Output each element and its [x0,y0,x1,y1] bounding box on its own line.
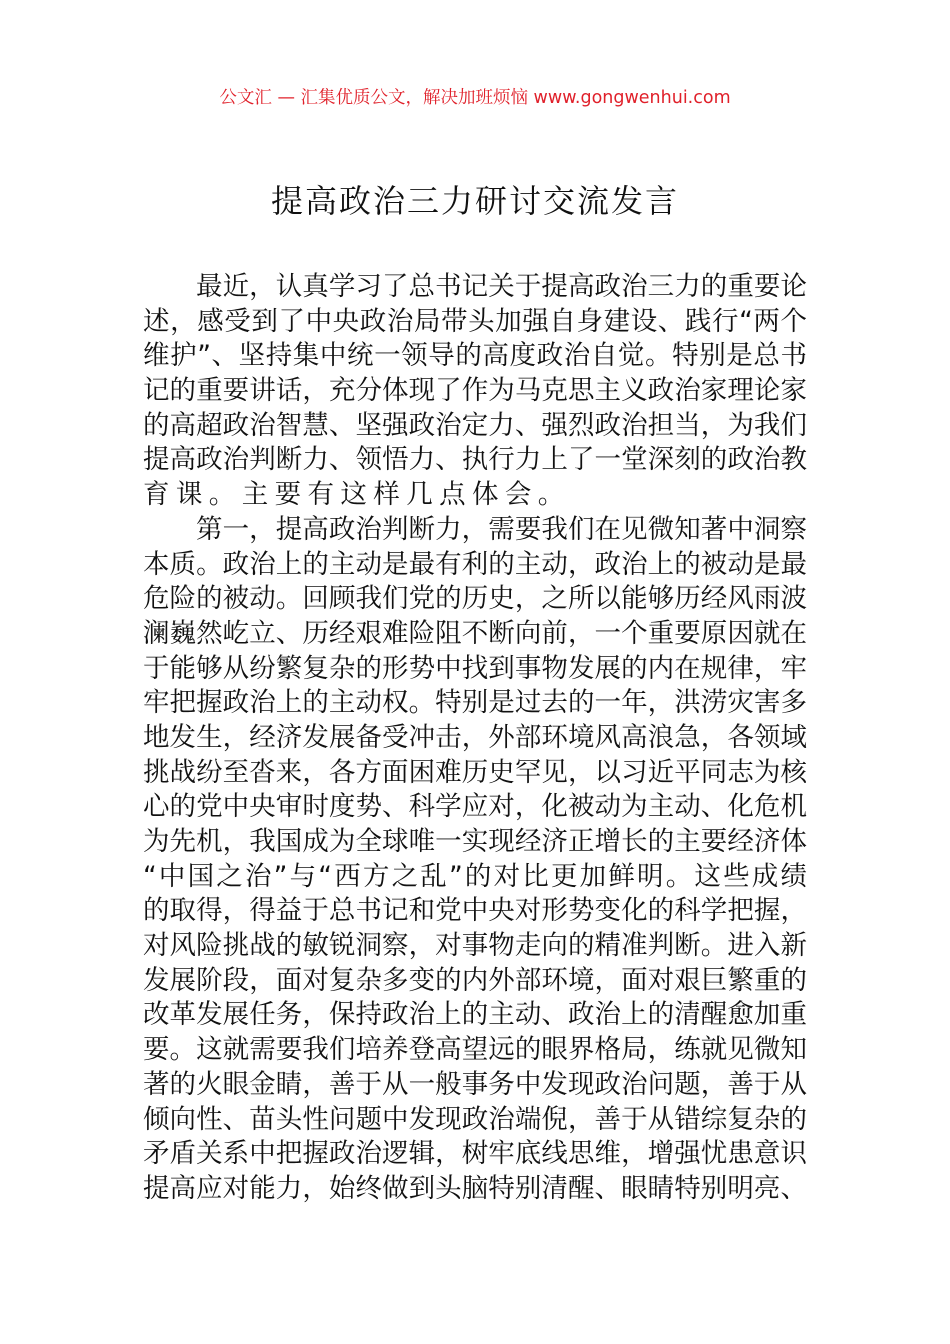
text-line: 述，感受到了中央政治局带头加强自身建设、践行“两个 [143,305,807,337]
text-line: 矛盾关系中把握政治逻辑，树牢底线思维，增强忧患意识 [143,1138,807,1170]
text-line: 危险的被动。回顾我们党的历史，之所以能够历经风雨波 [143,583,807,615]
text-line: 于能够从纷繁复杂的形势中找到事物发展的内在规律，牢 [143,652,807,684]
text-line: 澜巍然屹立、历经艰难险阻不断向前，一个重要原因就在 [143,617,807,649]
text-line: 发展阶段，面对复杂多变的内外部环境，面对艰巨繁重的 [143,964,807,996]
text-line: 为先机，我国成为全球唯一实现经济正增长的主要经济体 [143,826,807,857]
text-line: 本质。政治上的主动是最有利的主动，政治上的被动是最 [143,548,807,580]
text-line: “中国之治”与“西方之乱”的对比更加鲜明。这些成绩 [143,860,807,892]
text-line: 牢把握政治上的主动权。特别是过去的一年，洪涝灾害多 [143,687,807,719]
paragraph-first-point [143,513,807,1207]
text-line: 要。这就需要我们培养登高望远的眼界格局，练就见微知 [143,1034,807,1066]
text-line: 著的火眼金睛，善于从一般事务中发现政治问题，善于从 [143,1068,807,1100]
text-line: 挑战纷至沓来，各方面困难历史罕见，以习近平同志为核 [143,756,807,788]
text-line: 地发生，经济发展备受冲击，外部环境风高浪急，各领域 [143,721,807,753]
text-line: 对风险挑战的敏锐洞察，对事物走向的精准判断。进入新 [143,930,807,962]
site-banner: 公文汇 — 汇集优质公文，解决加班烦恼 www.gongwenhui.com [219,88,731,108]
text-line: 第一，提高政治判断力，需要我们在见微知著中洞察 [196,513,807,545]
text-line: 的取得，得益于总书记和党中央对形势变化的科学把握， [143,895,807,927]
text-line: 的高超政治智慧、坚强政治定力、强烈政治担当，为我们 [143,409,807,441]
text-line: 提高应对能力，始终做到头脑特别清醒、眼睛特别明亮、 [143,1172,807,1204]
text-line: 倾向性、苗头性问题中发现政治端倪，善于从错综复杂的 [143,1103,807,1135]
text-line: 育课。主要有这样几点体会。 [143,479,571,511]
text-line: 维护”、坚持集中统一领导的高度政治自觉。特别是总书 [143,340,807,372]
text-line: 心的党中央审时度势、科学应对，化被动为主动、化危机 [143,791,807,823]
document-body [143,270,807,1207]
paragraph-intro [143,270,807,513]
document-title: 提高政治三力研讨交流发言 [270,182,679,220]
text-line: 改革发展任务，保持政治上的主动、政治上的清醒愈加重 [143,999,807,1031]
text-line: 记的重要讲话，充分体现了作为马克思主义政治家理论家 [143,375,807,407]
text-line: 提高政治判断力、领悟力、执行力上了一堂深刻的政治教 [143,444,807,476]
text-line: 最近，认真学习了总书记关于提高政治三力的重要论 [196,271,807,302]
